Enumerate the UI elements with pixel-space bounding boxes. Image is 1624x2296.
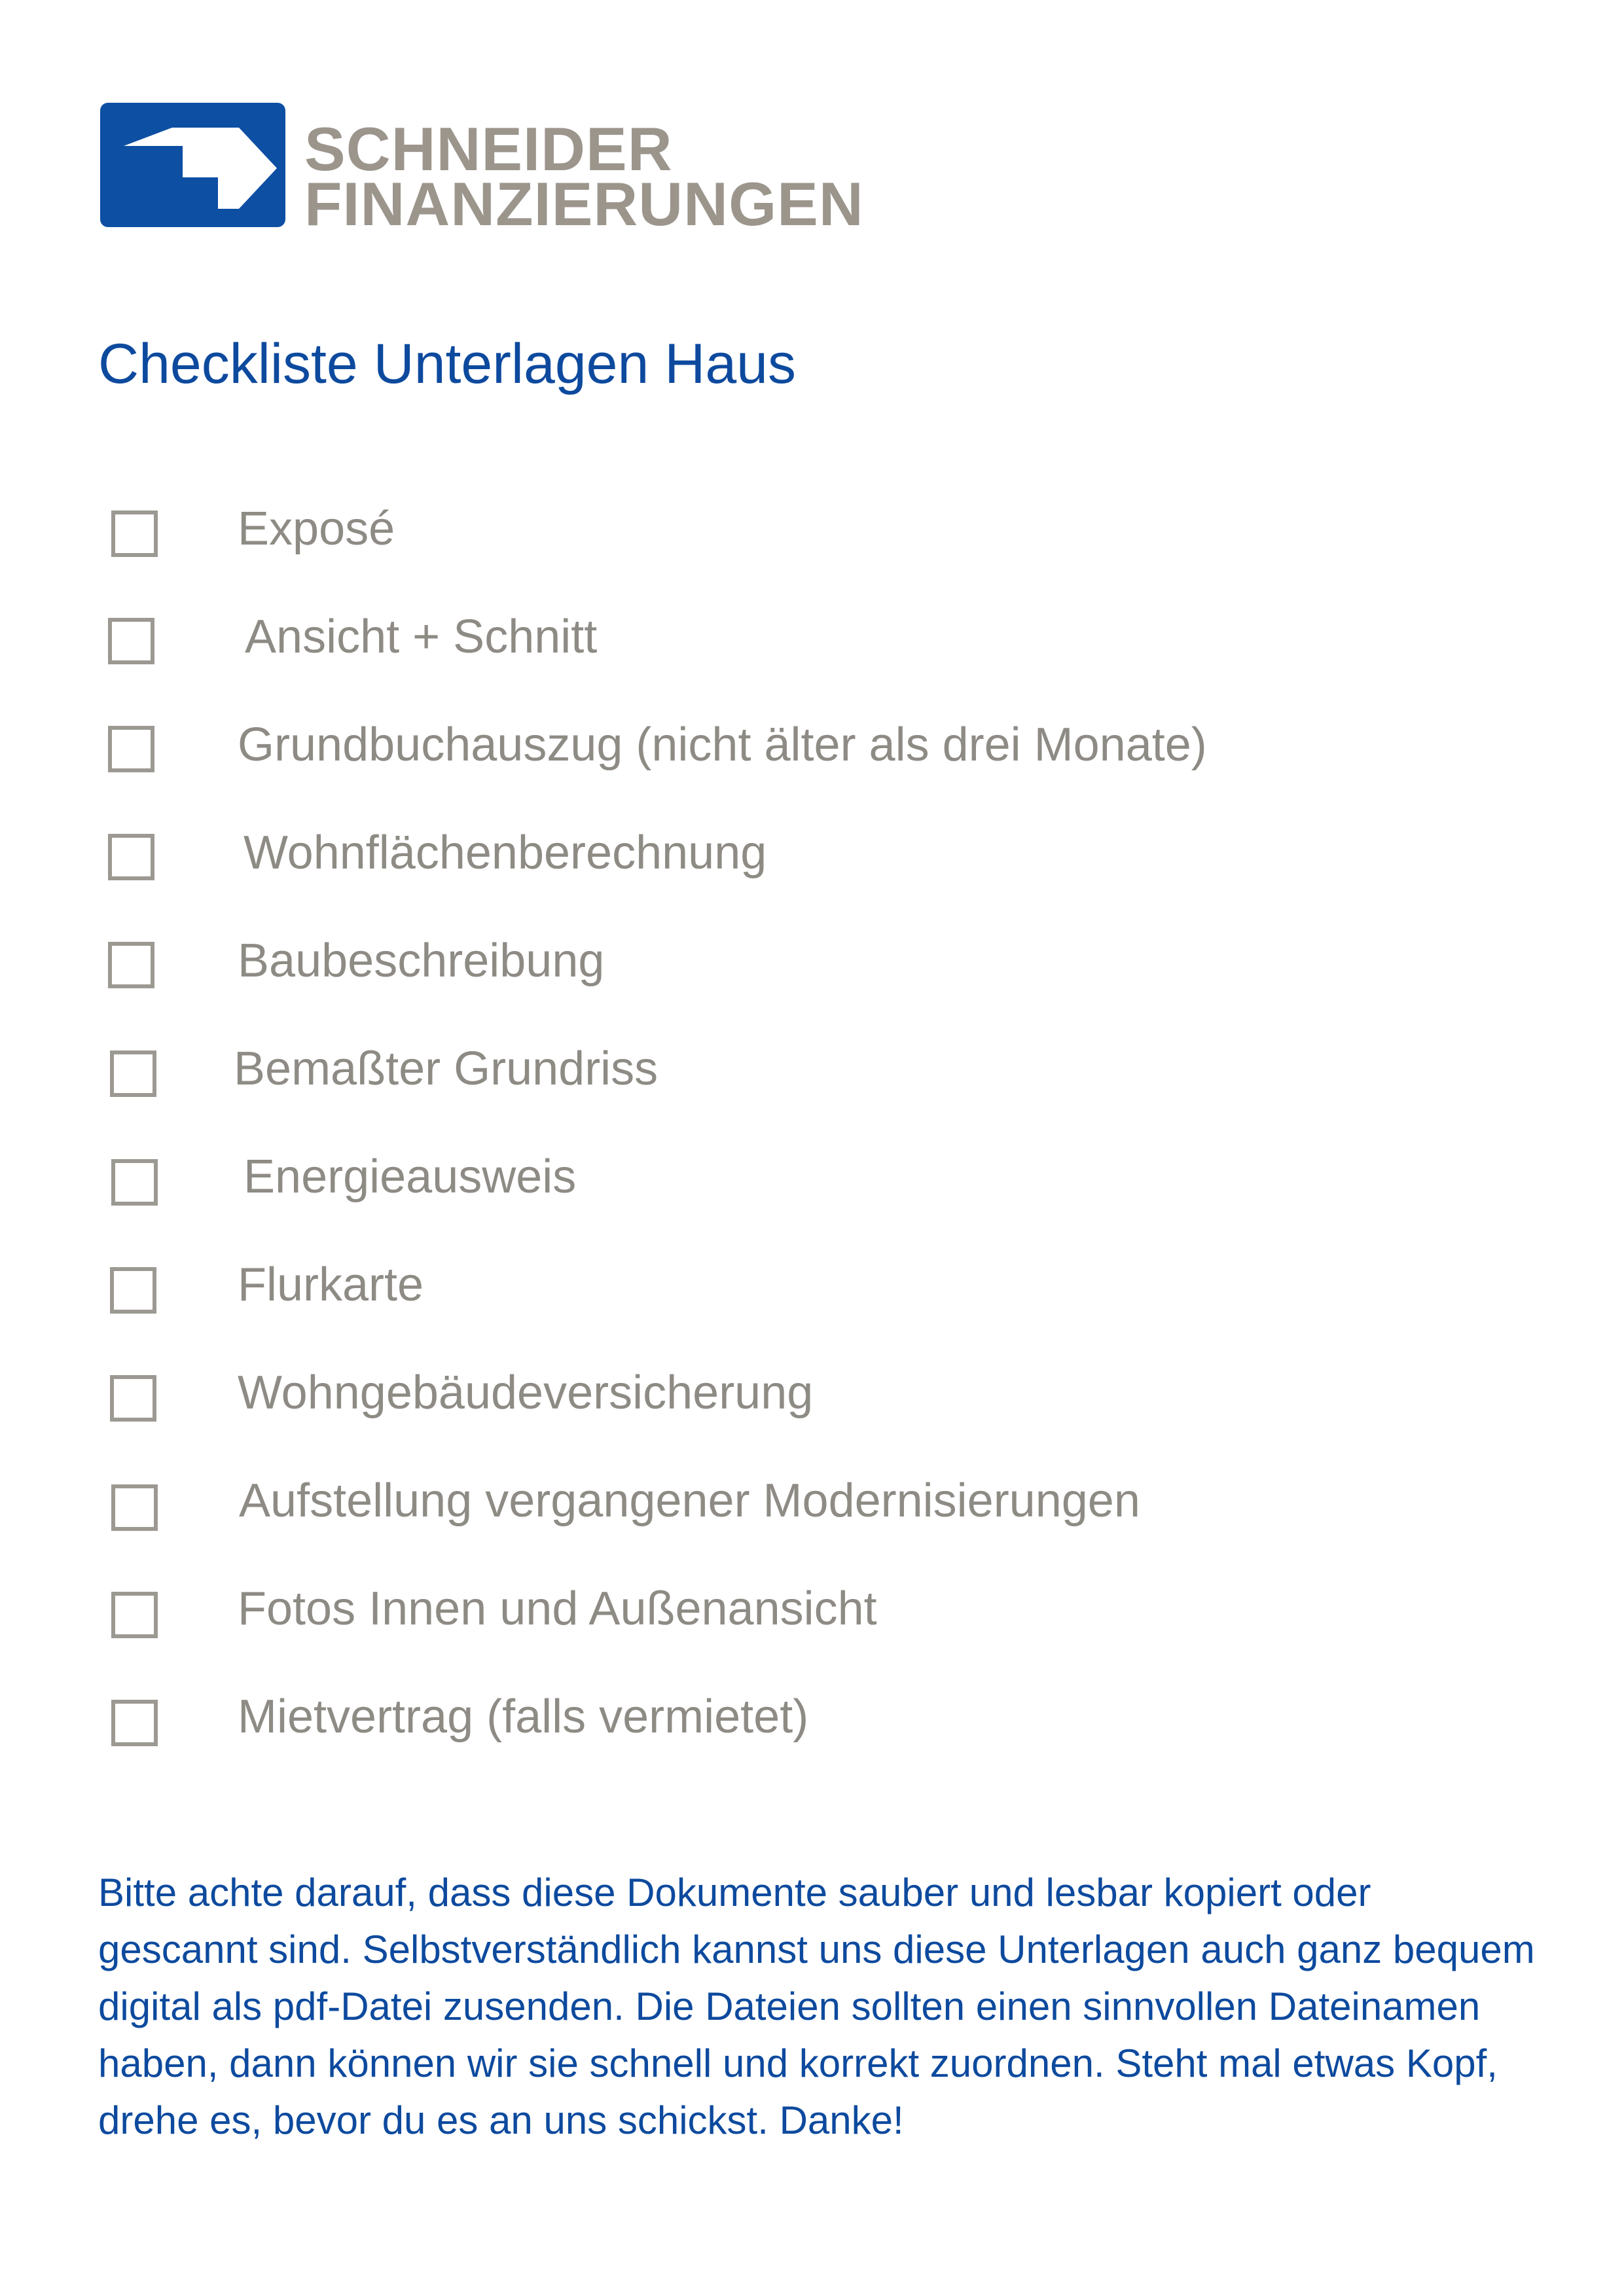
company-logo [100,100,864,238]
checklist-item-label: Aufstellung vergangener Modernisierungen [239,1475,1140,1527]
checklist-item-wohngebaeudeversicherung [0,1368,1440,1440]
checklist-item-energieausweis [0,1152,1440,1224]
checklist-item-label: Wohnflächenberechnung [244,827,767,879]
checklist-item-label: Mietvertrag (falls vermietet) [238,1691,809,1743]
checkbox[interactable] [108,834,154,880]
checklist-item-label: Energieausweis [244,1151,577,1203]
instructions-note: Bitte achte darauf, dass diese Dokumente sauber und lesbar kopiert oder gescannt sind. Selbstverständlich kannst uns diese Unterlagen auch ganz bequem digital als pdf-Datei zusenden. Die Dateien sollten einen sinnvollen Dateinamen haben, dann können wir sie schnell und korrekt zuordnen. Steht mal etwas Kopf, drehe es, bevor du es an uns schickst. Danke! [98,1871,1535,2142]
checklist-item-ansicht-schnitt [0,612,1440,684]
checkbox[interactable] [108,942,154,988]
checkbox[interactable] [110,1050,156,1097]
checkbox[interactable] [111,1484,158,1531]
checkbox[interactable] [111,1592,158,1638]
checklist-item-label: Grundbuchauszug (nicht älter als drei Monate) [238,719,1207,771]
brand-name-line-1: SCHNEIDER [304,115,673,183]
checklist-item-baubeschreibung [0,936,1440,1008]
checklist-item-fotos [0,1584,1440,1656]
checkbox[interactable] [110,1375,156,1422]
checklist-item-expose [0,504,1440,576]
checklist-item-label: Exposé [238,503,395,555]
checklist-item-modernisierungen [0,1476,1440,1548]
checkbox[interactable] [111,1700,158,1746]
checkbox[interactable] [111,511,158,557]
checklist-item-label: Fotos Innen und Außenansicht [238,1583,877,1635]
checklist-item-label: Baubeschreibung [238,935,605,987]
checklist-item-label: Wohngebäudeversicherung [238,1367,814,1419]
checklist-item-label: Flurkarte [238,1259,424,1311]
page-title: Checkliste Unterlagen Haus [98,332,796,395]
house-logo-icon [100,103,285,227]
checkbox[interactable] [111,1159,158,1206]
checklist-item-label: Ansicht + Schnitt [245,611,598,663]
checklist-item-grundbuchauszug [0,720,1440,792]
brand-name-line-2: FINANZIERUNGEN [304,170,864,238]
checkbox[interactable] [108,726,154,772]
checkbox[interactable] [110,1267,156,1314]
checklist-item-label: Bemaßter Grundriss [234,1043,659,1095]
checklist-item-flurkarte [0,1260,1440,1332]
checkbox[interactable] [108,618,154,664]
checklist-item-wohnflaechenberechnung [0,828,1440,900]
checklist-item-grundriss [0,1044,1440,1116]
checklist-item-mietvertrag [0,1692,1440,1764]
